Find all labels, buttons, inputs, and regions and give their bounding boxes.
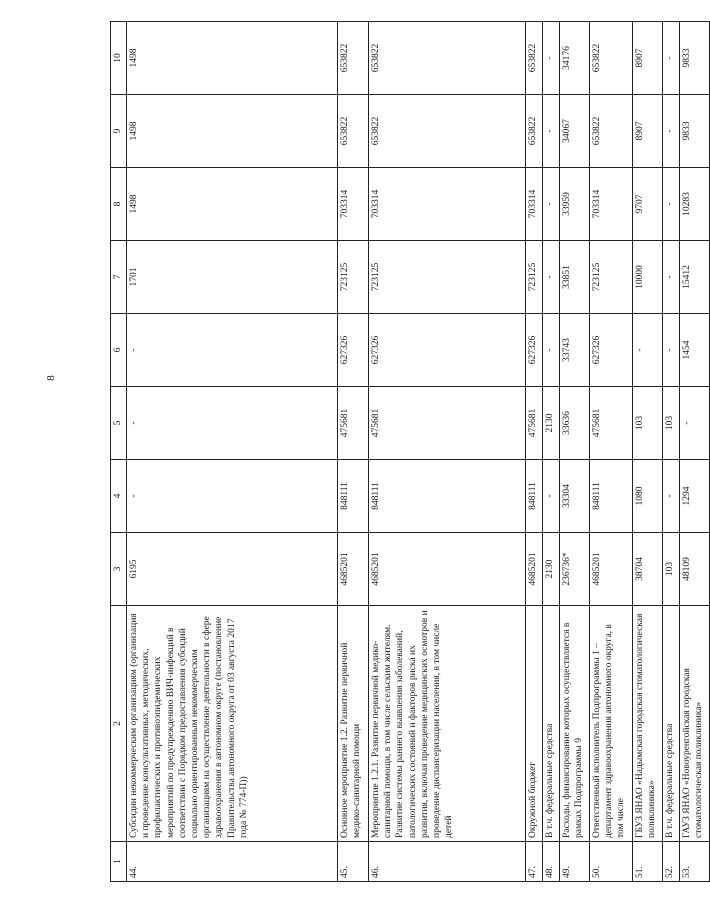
- rotated-table-wrapper: [110, 22, 705, 882]
- value-cell: 627326: [338, 314, 369, 387]
- value-cell: 2130: [543, 387, 560, 460]
- value-cell: 653822: [369, 95, 526, 168]
- value-cell: 1498: [127, 95, 338, 168]
- header-cell: 9: [111, 95, 127, 168]
- header-cell: 7: [111, 241, 127, 314]
- value-cell: -: [663, 314, 680, 387]
- value-cell: -: [543, 168, 560, 241]
- header-cell: 2: [111, 606, 127, 842]
- row-number: 52.: [663, 842, 680, 882]
- header-cell: 4: [111, 460, 127, 533]
- value-cell: 9833: [680, 22, 710, 95]
- row-number: 53.: [680, 842, 710, 882]
- row-number: 44.: [127, 842, 338, 882]
- value-cell: 4685201: [590, 533, 633, 606]
- value-cell: 653822: [338, 95, 369, 168]
- value-cell: -: [663, 241, 680, 314]
- value-cell: 34176: [560, 22, 590, 95]
- table-row: [369, 22, 526, 882]
- value-cell: 2130: [543, 533, 560, 606]
- row-name: В т.ч. федеральные средства: [663, 606, 680, 842]
- value-cell: 8907: [633, 22, 663, 95]
- value-cell: -: [663, 460, 680, 533]
- value-cell: -: [127, 460, 338, 533]
- row-name: Субсидии некоммерческим организациям (организация и проведение консультативных, методических, профилактических и противоэпидемических мероприятий по предупреждению ВИЧ-инфекций в соответствии с Порядком предоставления субсидий социально ориентированным некоммерческим организациям на осуществление деятельности в сфере здравоохранения в автономном округе (постановление Правительства автономного округа от 03 августа 2017 года № 774-П)): [127, 606, 338, 842]
- value-cell: 4685201: [369, 533, 526, 606]
- value-cell: 236736*: [560, 533, 590, 606]
- value-cell: 33959: [560, 168, 590, 241]
- value-cell: 38704: [633, 533, 663, 606]
- value-cell: 653822: [526, 95, 543, 168]
- value-cell: 33636: [560, 387, 590, 460]
- value-cell: -: [543, 314, 560, 387]
- header-cell: 3: [111, 533, 127, 606]
- table-row: [633, 22, 663, 882]
- value-cell: 627326: [590, 314, 633, 387]
- table-row: [680, 22, 710, 882]
- row-name: Ответственный исполнитель Подпрограммы 1 – департамент здравоохранения автономного округа, в том числе: [590, 606, 633, 842]
- value-cell: 33304: [560, 460, 590, 533]
- value-cell: 848111: [526, 460, 543, 533]
- value-cell: 9833: [680, 95, 710, 168]
- header-cell: 8: [111, 168, 127, 241]
- row-number: 46.: [369, 842, 526, 882]
- value-cell: 10000: [633, 241, 663, 314]
- table-row: [560, 22, 590, 882]
- table-row: [127, 22, 338, 882]
- table-row: [338, 22, 369, 882]
- row-name: В т.ч. федеральные средства: [543, 606, 560, 842]
- value-cell: 475681: [590, 387, 633, 460]
- value-cell: 475681: [526, 387, 543, 460]
- value-cell: 15412: [680, 241, 710, 314]
- value-cell: 723125: [590, 241, 633, 314]
- table-row: [543, 22, 560, 882]
- value-cell: 653822: [590, 95, 633, 168]
- value-cell: -: [663, 22, 680, 95]
- value-cell: 848111: [338, 460, 369, 533]
- value-cell: 1498: [127, 168, 338, 241]
- value-cell: 703314: [526, 168, 543, 241]
- row-number: 45.: [338, 842, 369, 882]
- value-cell: 1701: [127, 241, 338, 314]
- value-cell: -: [127, 314, 338, 387]
- value-cell: 848111: [590, 460, 633, 533]
- value-cell: 103: [663, 533, 680, 606]
- table-container: [110, 22, 705, 882]
- value-cell: 627326: [369, 314, 526, 387]
- value-cell: 6195: [127, 533, 338, 606]
- value-cell: 627326: [526, 314, 543, 387]
- value-cell: 475681: [338, 387, 369, 460]
- value-cell: 1294: [680, 460, 710, 533]
- value-cell: 723125: [369, 241, 526, 314]
- row-name: Окружной бюджет: [526, 606, 543, 842]
- value-cell: 653822: [338, 22, 369, 95]
- value-cell: 723125: [526, 241, 543, 314]
- row-number: 51.: [633, 842, 663, 882]
- budget-table: [110, 21, 710, 882]
- value-cell: 723125: [338, 241, 369, 314]
- value-cell: 103: [663, 387, 680, 460]
- value-cell: 848111: [369, 460, 526, 533]
- header-cell: 6: [111, 314, 127, 387]
- value-cell: -: [543, 95, 560, 168]
- header-cell: 1: [111, 842, 127, 882]
- header-cell: 10: [111, 22, 127, 95]
- value-cell: -: [127, 387, 338, 460]
- value-cell: 703314: [338, 168, 369, 241]
- row-number: 47.: [526, 842, 543, 882]
- header-row: [111, 22, 127, 882]
- value-cell: 653822: [590, 22, 633, 95]
- row-number: 49.: [560, 842, 590, 882]
- value-cell: 653822: [369, 22, 526, 95]
- value-cell: 4685201: [338, 533, 369, 606]
- value-cell: 33851: [560, 241, 590, 314]
- value-cell: 703314: [590, 168, 633, 241]
- row-number: 48.: [543, 842, 560, 882]
- value-cell: 48109: [680, 533, 710, 606]
- value-cell: 475681: [369, 387, 526, 460]
- row-name: ГАУЗ ЯНАО «Новоуренгойская городская стоматологическая поликлиника»: [680, 606, 710, 842]
- value-cell: -: [680, 387, 710, 460]
- value-cell: -: [543, 22, 560, 95]
- value-cell: -: [663, 95, 680, 168]
- value-cell: 9707: [633, 168, 663, 241]
- value-cell: 1454: [680, 314, 710, 387]
- row-name: Мероприятие 1.2.1. Развитие первичной медико-санитарной помощи, в том числе сельским жителям. Развитие системы раннего выявления заболеваний, патологических состояний и факторов риска их развития, включая проведение медицинских осмотров и проведение диспансеризации населения, в том числе детей: [369, 606, 526, 842]
- header-cell: 5: [111, 387, 127, 460]
- row-number: 50.: [590, 842, 633, 882]
- value-cell: 10283: [680, 168, 710, 241]
- row-name: Основное мероприятие 1.2. Развитие первичной медико-санитарной помощи: [338, 606, 369, 842]
- value-cell: 34067: [560, 95, 590, 168]
- table-row: [590, 22, 633, 882]
- table-row: [526, 22, 543, 882]
- value-cell: -: [543, 241, 560, 314]
- row-name: ГБУЗ ЯНАО «Надымская городская стоматологическая поликлиника»: [633, 606, 663, 842]
- value-cell: 1498: [127, 22, 338, 95]
- value-cell: 33743: [560, 314, 590, 387]
- row-name: Расходы, финансирование которых осуществляется в рамках Подпрограммы 9: [560, 606, 590, 842]
- value-cell: 703314: [369, 168, 526, 241]
- value-cell: 4685201: [526, 533, 543, 606]
- page-number: 8: [44, 375, 57, 381]
- table-row: [663, 22, 680, 882]
- value-cell: -: [543, 460, 560, 533]
- value-cell: -: [633, 314, 663, 387]
- value-cell: 1080: [633, 460, 663, 533]
- value-cell: 653822: [526, 22, 543, 95]
- value-cell: -: [663, 168, 680, 241]
- value-cell: 8907: [633, 95, 663, 168]
- value-cell: 103: [633, 387, 663, 460]
